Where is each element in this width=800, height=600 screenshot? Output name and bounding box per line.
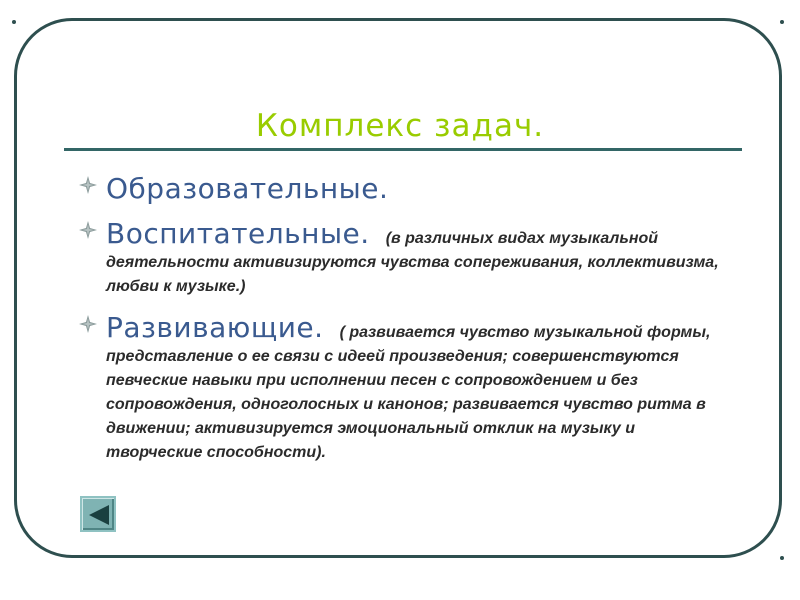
item-heading: Развивающие. [106, 311, 324, 344]
diamond-bullet-icon [78, 314, 98, 334]
list-item-upbringing [78, 217, 728, 299]
diamond-bullet-icon [78, 220, 98, 240]
item-heading: Воспитательные. [106, 217, 370, 250]
list-item-developing [78, 311, 728, 465]
task-list [78, 172, 728, 477]
item-note: ( развивается чувство музыкальной формы, представление о ее связи с идеей произведения; совершенствуются певческие навыки при исполнении песен с сопровождением и без сопровождения, одноголосных и канонов; развивается чувство ритма в движении; активизируется эмоциональный отклик на музыку и творческие способности). [106, 324, 711, 461]
title-divider [64, 148, 742, 151]
slide-title: Комплекс задач. [255, 108, 545, 144]
list-item-educational [78, 172, 728, 205]
corner-mark-top-left [12, 20, 16, 24]
triangle-left-icon [87, 504, 111, 526]
back-button[interactable] [80, 496, 116, 532]
corner-mark-top-right [780, 20, 784, 24]
corner-mark-bottom-right [780, 556, 784, 560]
diamond-bullet-icon [78, 175, 98, 195]
item-note: (в различных видах музыкальной деятельности активизируются чувства сопереживания, коллективизма, любви к музыке.) [106, 230, 719, 295]
item-heading: Образовательные. [106, 172, 389, 205]
